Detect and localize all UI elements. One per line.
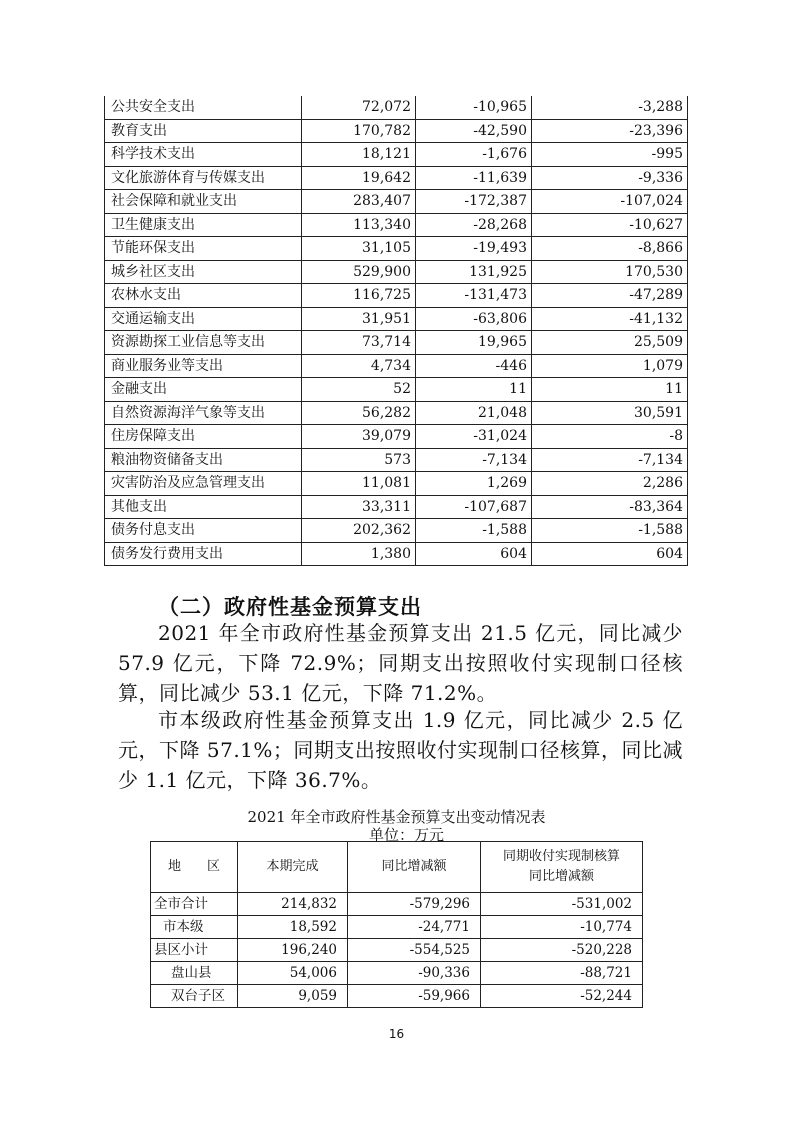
yoy-change-cell: -1,676 [416, 143, 532, 167]
yoy-change-cell: 131,925 [416, 260, 532, 284]
completed-cell: 9,059 [238, 985, 348, 1008]
cash-basis-change-cell: 170,530 [532, 260, 688, 284]
cash-basis-change-cell: -9,336 [532, 166, 688, 190]
expense-category-cell: 住房保障支出 [105, 425, 302, 449]
yoy-change-cell: 1,269 [416, 472, 532, 496]
header-yoy-change: 同比增减额 [348, 842, 481, 893]
expense-category-cell: 农林水支出 [105, 284, 302, 308]
yoy-change-cell: -90,336 [348, 962, 481, 985]
expense-category-cell: 债务付息支出 [105, 519, 302, 543]
cash-basis-change-cell: -23,396 [532, 119, 688, 143]
table-row [105, 237, 688, 261]
table-row [151, 893, 643, 916]
completed-cell: 573 [302, 448, 416, 472]
completed-cell: 4,734 [302, 354, 416, 378]
yoy-change-cell: -172,387 [416, 190, 532, 214]
completed-cell: 196,240 [238, 939, 348, 962]
table-row [105, 331, 688, 355]
completed-cell: 31,951 [302, 307, 416, 331]
completed-cell: 170,782 [302, 119, 416, 143]
cash-basis-change-cell: -8 [532, 425, 688, 449]
cash-basis-change-cell: -41,132 [532, 307, 688, 331]
yoy-change-cell: -31,024 [416, 425, 532, 449]
table-row [105, 213, 688, 237]
cash-basis-change-cell: 2,286 [532, 472, 688, 496]
region-cell: 市本级 [151, 916, 238, 939]
section-heading: （二）政府性基金预算支出 [158, 595, 422, 619]
paragraph-citywide: 2021 年全市政府性基金预算支出 21.5 亿元，同比减少 57.9 亿元，下降 72.9%；同期支出按照收付实现制口径核算，同比减少 53.1 亿元，下降 71.2%。 [118, 621, 683, 705]
expense-category-cell: 科学技术支出 [105, 143, 302, 167]
yoy-change-cell: -554,525 [348, 939, 481, 962]
table-row [151, 916, 643, 939]
yoy-change-cell: 21,048 [416, 401, 532, 425]
expense-category-cell: 公共安全支出 [105, 96, 302, 119]
completed-cell: 202,362 [302, 519, 416, 543]
cash-basis-change-cell: -52,244 [481, 985, 643, 1008]
table-row [105, 307, 688, 331]
header-cash-basis-change [481, 842, 643, 893]
expense-category-cell: 自然资源海洋气象等支出 [105, 401, 302, 425]
expense-category-cell: 教育支出 [105, 119, 302, 143]
table-row [105, 354, 688, 378]
yoy-change-cell: -1,588 [416, 519, 532, 543]
yoy-change-cell: -10,965 [416, 96, 532, 119]
table-row [105, 190, 688, 214]
yoy-change-cell: -11,639 [416, 166, 532, 190]
cash-basis-change-cell: -10,627 [532, 213, 688, 237]
header-region: 地 区 [151, 842, 238, 893]
completed-cell: 18,121 [302, 143, 416, 167]
yoy-change-cell: -59,966 [348, 985, 481, 1008]
completed-cell: 116,725 [302, 284, 416, 308]
cash-basis-change-cell: -88,721 [481, 962, 643, 985]
yoy-change-cell: 19,965 [416, 331, 532, 355]
completed-cell: 52 [302, 378, 416, 402]
completed-cell: 72,072 [302, 96, 416, 119]
fund-table-body [151, 893, 643, 1008]
table-row [105, 166, 688, 190]
table-row [105, 401, 688, 425]
table-row [105, 448, 688, 472]
completed-cell: 33,311 [302, 495, 416, 519]
completed-cell: 39,079 [302, 425, 416, 449]
table-row [105, 542, 688, 566]
page-number: 16 [388, 1027, 405, 1041]
completed-cell: 214,832 [238, 893, 348, 916]
cash-basis-change-cell: -107,024 [532, 190, 688, 214]
region-cell: 双台子区 [151, 985, 238, 1008]
cash-basis-change-cell: 604 [532, 542, 688, 566]
header-completed: 本期完成 [238, 842, 348, 893]
table-row [151, 962, 643, 985]
expense-table-body [105, 96, 688, 566]
completed-cell: 18,592 [238, 916, 348, 939]
cash-basis-change-cell: -995 [532, 143, 688, 167]
expense-category-cell: 交通运输支出 [105, 307, 302, 331]
expense-category-cell: 社会保障和就业支出 [105, 190, 302, 214]
yoy-change-cell: -579,296 [348, 893, 481, 916]
expense-category-cell: 粮油物资储备支出 [105, 448, 302, 472]
expense-category-cell: 卫生健康支出 [105, 213, 302, 237]
expense-category-cell: 其他支出 [105, 495, 302, 519]
expense-category-cell: 债务发行费用支出 [105, 542, 302, 566]
cash-basis-change-cell: 11 [532, 378, 688, 402]
completed-cell: 113,340 [302, 213, 416, 237]
yoy-change-cell: -446 [416, 354, 532, 378]
fund-expense-change-table [150, 841, 643, 1008]
table-row [105, 472, 688, 496]
table-row [105, 143, 688, 167]
completed-cell: 31,105 [302, 237, 416, 261]
yoy-change-cell: 604 [416, 542, 532, 566]
fund-table-title: 2021 年全市政府性基金预算支出变动情况表 [247, 808, 546, 826]
completed-cell: 11,081 [302, 472, 416, 496]
expense-category-cell: 节能环保支出 [105, 237, 302, 261]
region-cell: 县区小计 [151, 939, 238, 962]
table-row [105, 96, 688, 119]
table-row [105, 119, 688, 143]
completed-cell: 529,900 [302, 260, 416, 284]
table-row [105, 260, 688, 284]
expense-category-cell: 城乡社区支出 [105, 260, 302, 284]
yoy-change-cell: -42,590 [416, 119, 532, 143]
cash-basis-change-cell: 25,509 [532, 331, 688, 355]
cash-basis-change-cell: -1,588 [532, 519, 688, 543]
table-row [151, 985, 643, 1008]
completed-cell: 54,006 [238, 962, 348, 985]
cash-basis-change-cell: -83,364 [532, 495, 688, 519]
table-row [105, 519, 688, 543]
paragraph-city-level: 市本级政府性基金预算支出 1.9 亿元，同比减少 2.5 亿元，下降 57.1%；同期支出按照收付实现制口径核算，同比减少 1.1 亿元，下降 36.7%。 [118, 708, 683, 792]
yoy-change-cell: -131,473 [416, 284, 532, 308]
expense-by-function-table [104, 96, 688, 566]
expense-category-cell: 资源勘探工业信息等支出 [105, 331, 302, 355]
yoy-change-cell: -19,493 [416, 237, 532, 261]
expense-category-cell: 灾害防治及应急管理支出 [105, 472, 302, 496]
cash-basis-change-cell: -10,774 [481, 916, 643, 939]
yoy-change-cell: -7,134 [416, 448, 532, 472]
cash-basis-change-cell: -8,866 [532, 237, 688, 261]
fund-table-unit: 单位：万元 [368, 826, 444, 844]
cash-basis-change-cell: -3,288 [532, 96, 688, 119]
yoy-change-cell: -107,687 [416, 495, 532, 519]
expense-category-cell: 金融支出 [105, 378, 302, 402]
table-row [105, 425, 688, 449]
yoy-change-cell: -63,806 [416, 307, 532, 331]
table-row [105, 495, 688, 519]
completed-cell: 19,642 [302, 166, 416, 190]
header-cash-basis-line2: 同比增减额 [528, 869, 594, 884]
header-cash-basis-line1: 同期收付实现制核算 [502, 849, 620, 864]
completed-cell: 283,407 [302, 190, 416, 214]
table-row [105, 284, 688, 308]
cash-basis-change-cell: -47,289 [532, 284, 688, 308]
cash-basis-change-cell: 1,079 [532, 354, 688, 378]
completed-cell: 1,380 [302, 542, 416, 566]
table-row [105, 378, 688, 402]
yoy-change-cell: -24,771 [348, 916, 481, 939]
cash-basis-change-cell: -520,228 [481, 939, 643, 962]
completed-cell: 73,714 [302, 331, 416, 355]
region-cell: 全市合计 [151, 893, 238, 916]
table-row [151, 939, 643, 962]
region-cell: 盘山县 [151, 962, 238, 985]
cash-basis-change-cell: 30,591 [532, 401, 688, 425]
table-header-row [151, 842, 643, 893]
expense-category-cell: 商业服务业等支出 [105, 354, 302, 378]
cash-basis-change-cell: -7,134 [532, 448, 688, 472]
expense-category-cell: 文化旅游体育与传媒支出 [105, 166, 302, 190]
yoy-change-cell: -28,268 [416, 213, 532, 237]
completed-cell: 56,282 [302, 401, 416, 425]
yoy-change-cell: 11 [416, 378, 532, 402]
cash-basis-change-cell: -531,002 [481, 893, 643, 916]
